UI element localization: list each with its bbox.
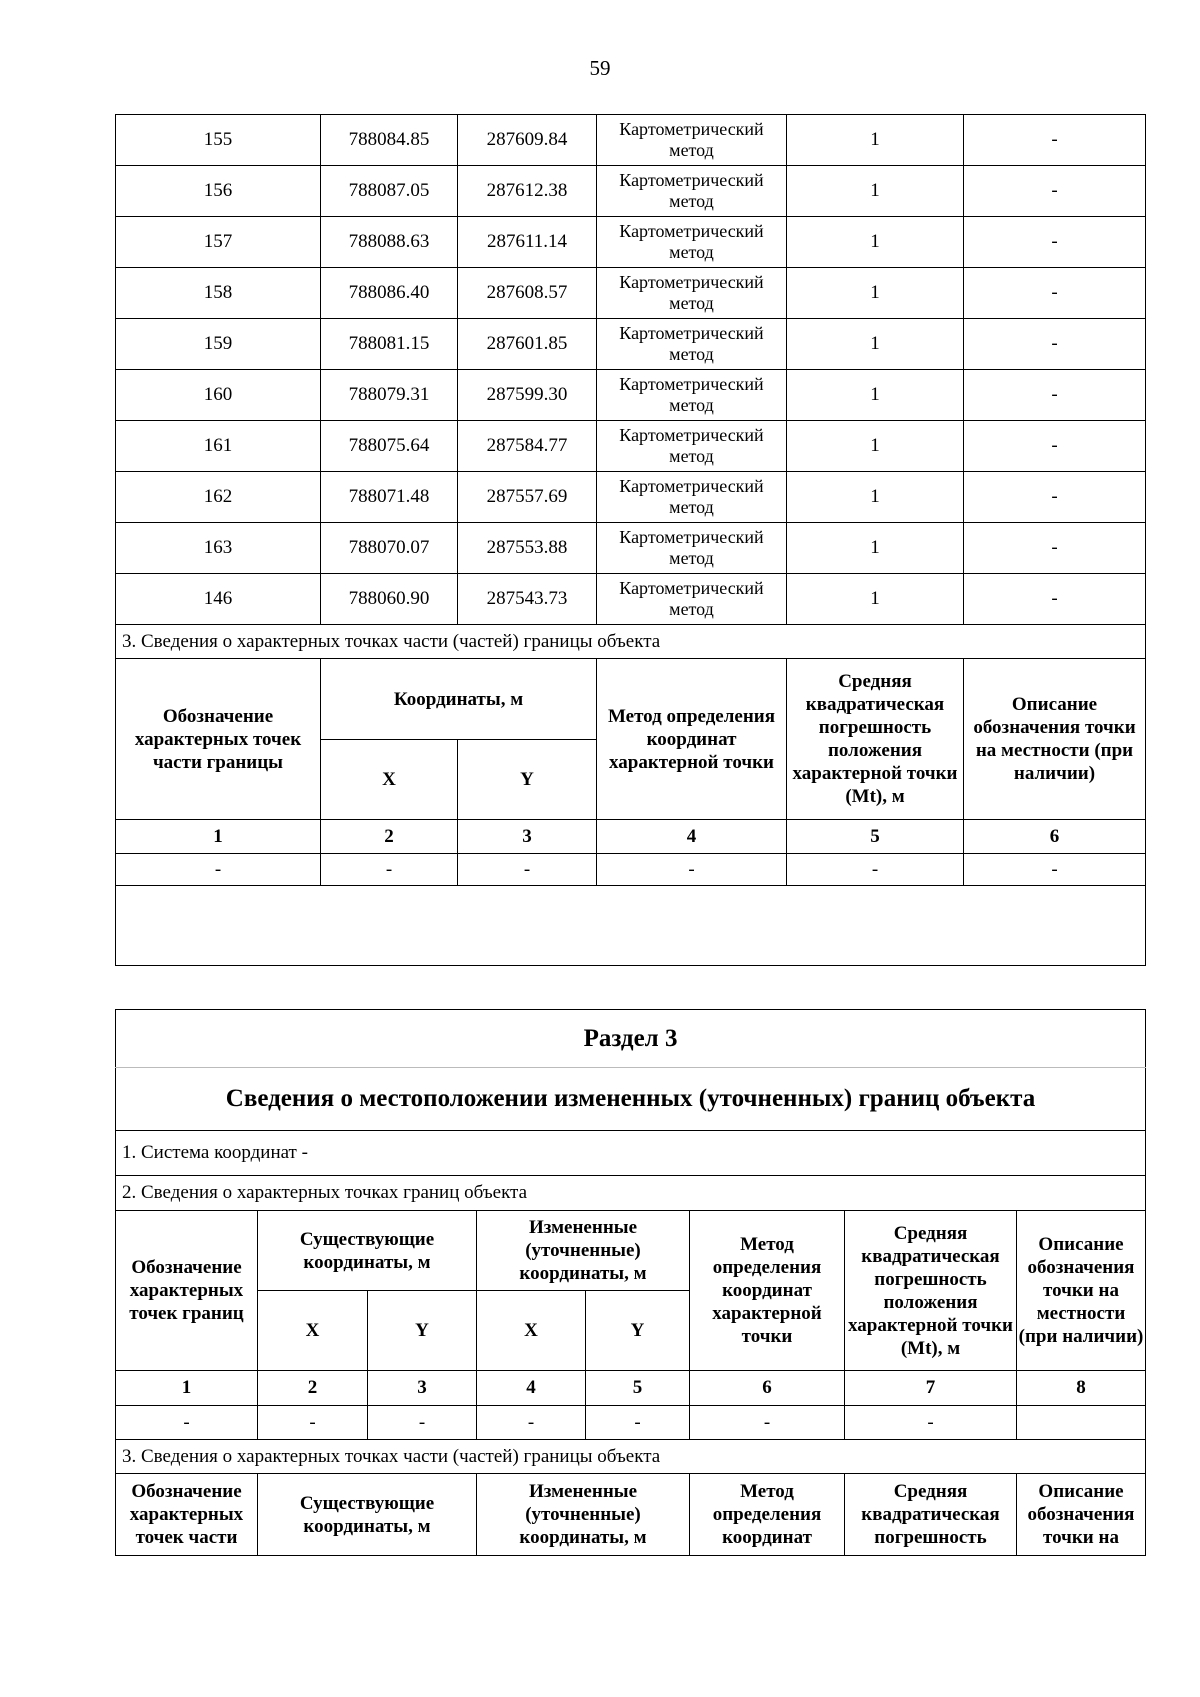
col-number: 6 [690,1371,845,1406]
mt-value: 1 [787,523,964,574]
coord-system-row [116,1131,1146,1176]
description: - [964,472,1146,523]
point-row [116,217,1146,268]
header-y: Y [586,1291,690,1371]
dash-cell: - [690,1406,845,1440]
header-designation: Обозначение характерных точек части границы [116,659,321,820]
point-row [116,115,1146,166]
mt-value: 1 [787,472,964,523]
header-description: Описание обозначения точки на местности (при наличии) [964,659,1146,820]
point-number: 146 [116,574,321,625]
header-x: X [477,1291,586,1371]
col-number: 2 [321,820,458,854]
header-x: X [321,740,458,820]
header-method: Метод определения координат характерной точки [690,1211,845,1371]
blank-row [116,886,1146,966]
dash-cell: - [321,854,458,886]
dash-cell [1017,1406,1146,1440]
method: Картометрический метод [597,523,787,574]
description: - [964,115,1146,166]
mt-value: 1 [787,217,964,268]
mt-value: 1 [787,421,964,472]
column-numbers-row [116,1371,1146,1406]
coord-x: 788087.05 [321,166,458,217]
point-number: 158 [116,268,321,319]
point-row [116,319,1146,370]
part-header-designation: Обозначение характерных точек части [116,1474,258,1556]
part-header-row-1 [116,659,1146,740]
col-number: 1 [116,1371,258,1406]
point-number: 162 [116,472,321,523]
header-mt: Средняя квадратическая погрешность положения характерной точки (Mt), м [845,1211,1017,1371]
part-header-method: Метод определения координат [690,1474,845,1556]
description: - [964,166,1146,217]
coord-x: 788060.90 [321,574,458,625]
part-header-changed: Измененные (уточненные) координаты, м [477,1474,690,1556]
boundary-points-rows [116,115,1146,625]
col-number: 5 [787,820,964,854]
coord-y: 287601.85 [458,319,597,370]
point-number: 159 [116,319,321,370]
method: Картометрический метод [597,217,787,268]
header-x: X [258,1291,368,1371]
method: Картометрический метод [597,421,787,472]
header-existing-coords: Существующие координаты, м [258,1211,477,1291]
part-section-title: 3. Сведения о характерных точках части (частей) границы объекта [116,1440,1146,1474]
point-number: 157 [116,217,321,268]
point-number: 163 [116,523,321,574]
col-number: 8 [1017,1371,1146,1406]
header-coordinates: Координаты, м [321,659,597,740]
part-section-title: 3. Сведения о характерных точках части (частей) границы объекта [116,625,1146,659]
coord-x: 788084.85 [321,115,458,166]
coord-y: 287584.77 [458,421,597,472]
coord-x: 788086.40 [321,268,458,319]
point-number: 161 [116,421,321,472]
boundary-points-table [115,114,1146,966]
point-row [116,268,1146,319]
mt-value: 1 [787,115,964,166]
coord-y: 287609.84 [458,115,597,166]
dash-cell: - [477,1406,586,1440]
coord-y: 287612.38 [458,166,597,217]
empty-dash-row [116,854,1146,886]
point-number: 160 [116,370,321,421]
column-numbers-row [116,820,1146,854]
header-method: Метод определения координат характерной точки [597,659,787,820]
point-row [116,166,1146,217]
coord-y: 287608.57 [458,268,597,319]
blank-cell [116,886,1146,966]
coord-y: 287553.88 [458,523,597,574]
point-row [116,421,1146,472]
col-number: 7 [845,1371,1017,1406]
coord-y: 287611.14 [458,217,597,268]
header-mt: Средняя квадратическая погрешность положения характерной точки (Mt), м [787,659,964,820]
part-title-row [116,1440,1146,1474]
dash-cell: - [116,1406,258,1440]
method: Картометрический метод [597,166,787,217]
coord-y: 287599.30 [458,370,597,421]
part-header-description: Описание обозначения точки на [1017,1474,1146,1556]
description: - [964,574,1146,625]
point-row [116,472,1146,523]
point-number: 156 [116,166,321,217]
coord-y: 287543.73 [458,574,597,625]
method: Картометрический метод [597,472,787,523]
coord-x: 788081.15 [321,319,458,370]
dash-cell: - [964,854,1146,886]
coord-y: 287557.69 [458,472,597,523]
dash-cell: - [258,1406,368,1440]
description: - [964,370,1146,421]
part-header-existing: Существующие координаты, м [258,1474,477,1556]
section-subtitle-row [116,1068,1146,1131]
mt-value: 1 [787,319,964,370]
col-number: 4 [477,1371,586,1406]
header-changed-coords: Измененные (уточненные) координаты, м [477,1211,690,1291]
dash-cell: - [597,854,787,886]
mt-value: 1 [787,574,964,625]
dash-cell: - [368,1406,477,1440]
header-designation: Обозначение характерных точек границ [116,1211,258,1371]
points-title-row [116,1176,1146,1211]
section-title-row [116,1010,1146,1068]
col-number: 2 [258,1371,368,1406]
dash-cell: - [586,1406,690,1440]
method: Картометрический метод [597,370,787,421]
description: - [964,421,1146,472]
empty-dash-row [116,1406,1146,1440]
points-title: 2. Сведения о характерных точках границ объекта [116,1176,1146,1211]
part-section-title-row [116,625,1146,659]
col-number: 1 [116,820,321,854]
description: - [964,319,1146,370]
page-number: 59 [589,56,611,80]
section-title: Раздел 3 [116,1010,1146,1068]
col-number: 6 [964,820,1146,854]
section-subtitle: Сведения о местоположении измененных (уточненных) границ объекта [116,1068,1146,1131]
part-header-mt: Средняя квадратическая погрешность [845,1474,1017,1556]
col-number: 3 [368,1371,477,1406]
method: Картометрический метод [597,268,787,319]
points-header-row-1 [116,1211,1146,1291]
part-header-row [116,1474,1146,1556]
col-number: 4 [597,820,787,854]
coord-x: 788071.48 [321,472,458,523]
description: - [964,268,1146,319]
point-row [116,370,1146,421]
point-number: 155 [116,115,321,166]
mt-value: 1 [787,268,964,319]
method: Картометрический метод [597,574,787,625]
dash-cell: - [845,1406,1017,1440]
method: Картометрический метод [597,319,787,370]
dash-cell: - [116,854,321,886]
dash-cell: - [787,854,964,886]
description: - [964,523,1146,574]
coord-x: 788088.63 [321,217,458,268]
coord-system: 1. Система координат - [116,1131,1146,1176]
coord-x: 788079.31 [321,370,458,421]
mt-value: 1 [787,370,964,421]
method: Картометрический метод [597,115,787,166]
dash-cell: - [458,854,597,886]
point-row [116,523,1146,574]
coord-x: 788075.64 [321,421,458,472]
header-y: Y [368,1291,477,1371]
section-3-table [115,1009,1146,1556]
col-number: 3 [458,820,597,854]
header-y: Y [458,740,597,820]
description: - [964,217,1146,268]
coord-x: 788070.07 [321,523,458,574]
col-number: 5 [586,1371,690,1406]
mt-value: 1 [787,166,964,217]
point-row [116,574,1146,625]
header-description: Описание обозначения точки на местности (при наличии) [1017,1211,1146,1371]
